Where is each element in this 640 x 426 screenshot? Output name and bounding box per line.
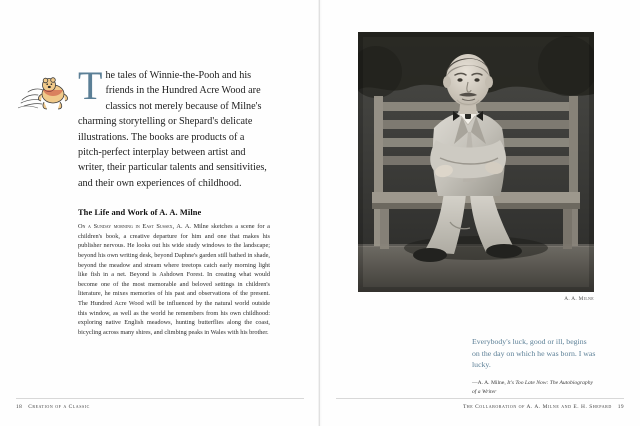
page-number-left: 18 bbox=[16, 404, 23, 410]
lede-paragraph-block bbox=[78, 63, 270, 191]
section-heading: The Life and Work of A. A. Milne bbox=[78, 208, 202, 218]
footer-rule-left bbox=[16, 398, 304, 399]
drop-cap: T bbox=[78, 63, 103, 108]
right-page bbox=[320, 0, 640, 426]
body-paragraph bbox=[78, 222, 270, 337]
body-paragraph-text: A. A. Milne sketches a scene for a children's book, a creative departure for him and one that makes his publisher nervous. He looks out his wide study windows to the landscape; beyond his own writing desk, beyond Daphne's garden still bathed in shade, beyond the meadow and stream where treetops catch early morning light like fish in a net. Beyond is Ashdown Forest. In creating what would become one of the most memorable and beloved settings in children's literature, he mixes memories of his past and observations of the present. The Hundred Acre Wood will be influenced by the natural world outside this window, as well as the world he remembers from his own childhood: exploring native English meadows, hunting butterflies along the coast, bicycling across many shires, and climbing peaks in Wales with his brother. bbox=[78, 223, 270, 336]
footer-title-left: Creation of a Classic bbox=[28, 404, 90, 410]
footer-left bbox=[16, 404, 90, 410]
footer-rule-right bbox=[336, 398, 624, 399]
pull-quote-attribution-prefix: —A. A. Milne, bbox=[472, 379, 508, 386]
photo-caption: A. A. Milne bbox=[564, 296, 594, 302]
pull-quote-block bbox=[472, 336, 596, 397]
milne-portrait-photo bbox=[358, 32, 594, 292]
left-page-text-block bbox=[78, 63, 270, 337]
page-number-right: 19 bbox=[617, 404, 624, 410]
pull-quote-attribution bbox=[472, 379, 596, 397]
footer-right bbox=[463, 404, 624, 410]
body-lead-smallcaps: On a Sunday morning in East Sussex, bbox=[78, 223, 175, 231]
pull-quote-text: Everybody's luck, good or ill, begins on the day on which he was born. I was lucky. bbox=[472, 337, 596, 370]
lede-paragraph: he tales of Winnie-the-Pooh and his friends in the Hundred Acre Wood are classics not merely because of Milne's charming storytelling or Shepard's delicate illustrations. The books are products of a pitch-perfect interplay between artist and writer, their particular talents and sensitivities, and their own experiences of childhood. bbox=[78, 70, 267, 189]
winnie-the-pooh-illustration bbox=[18, 70, 80, 114]
pull-quote-attribution-title: It's Too Late Now: The Autobiography of a Writer bbox=[472, 379, 594, 395]
footer-title-right: The Collaboration of A. A. Milne and E. H. Shepard bbox=[462, 404, 612, 410]
